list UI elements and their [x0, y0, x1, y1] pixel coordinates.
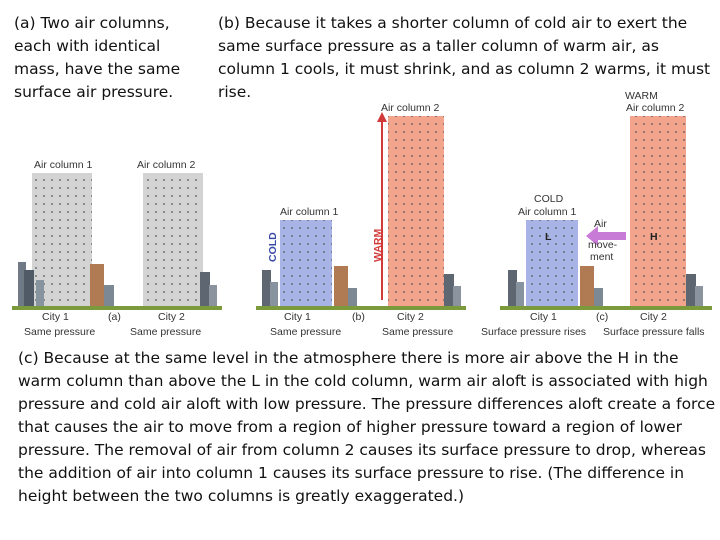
city-2-buildings	[686, 274, 703, 307]
warm-label: WARM	[625, 90, 658, 102]
low-pressure-symbol: L	[545, 231, 552, 243]
pressure-2-label: Same pressure	[130, 326, 202, 338]
panel-a-letter: (a)	[108, 311, 121, 323]
air-movement-line-2: move-	[588, 239, 618, 251]
panel-a	[12, 159, 222, 338]
air-movement-line-1: Air	[594, 218, 607, 230]
column-1-label: Air column 1	[34, 159, 93, 171]
city-1-label: City 1	[530, 311, 557, 323]
caption-c: (c) Because at the same level in the atmosphere there is more air above the H in the warm column than above the L in the cold column, warm air aloft is associated with high pressure and cold air aloft with low pressure. The pressure differences aloft create a force that causes the air to move from a region of higher pressure toward a region of lower pressure. The removal of air from column 2 causes its surface pressure to drop, whereas the addition of air into column 1 causes its surface pressure to rise. (The difference in height between the two columns is greatly exaggerated.)	[18, 349, 716, 505]
caption-a: (a) Two air columns, each with identical mass, have the same surface air pressure.	[14, 14, 181, 101]
cold-label: COLD	[267, 232, 279, 262]
high-pressure-symbol: H	[650, 231, 658, 243]
ground	[256, 306, 466, 310]
caption-b: (b) Because it takes a shorter column of cold air to exert the same surface pressure as a taller column of warm air, as column 1 cools, it must shrink, and as column 2 warms, it must rise.	[218, 14, 711, 101]
panel-c-letter: (c)	[596, 311, 609, 323]
panel-b	[256, 102, 466, 338]
city-2-label: City 2	[640, 311, 667, 323]
column-1-label: Air column 1	[518, 206, 577, 218]
column-2-label: Air column 2	[381, 102, 440, 114]
pressure-2-label: Same pressure	[382, 326, 454, 338]
city-2-buildings	[444, 274, 461, 307]
city-2-buildings	[200, 272, 217, 307]
city-2-label: City 2	[158, 311, 185, 323]
column-2-label: Air column 2	[626, 102, 685, 114]
pressure-2-label: Surface pressure falls	[603, 326, 705, 338]
city-2-label: City 2	[397, 311, 424, 323]
city-1-label: City 1	[42, 311, 69, 323]
column-2-label: Air column 2	[137, 159, 196, 171]
panel-c	[481, 90, 712, 338]
pressure-1-label: Same pressure	[270, 326, 342, 338]
cold-label: COLD	[534, 193, 564, 205]
pressure-1-label: Surface pressure rises	[481, 326, 587, 338]
panel-b-letter: (b)	[352, 311, 365, 323]
air-movement-line-3: ment	[590, 251, 614, 263]
ground	[500, 306, 712, 310]
column-1-label: Air column 1	[280, 206, 339, 218]
ground	[12, 306, 222, 310]
city-1-label: City 1	[284, 311, 311, 323]
pressure-1-label: Same pressure	[24, 326, 96, 338]
warm-label: WARM	[372, 228, 384, 262]
